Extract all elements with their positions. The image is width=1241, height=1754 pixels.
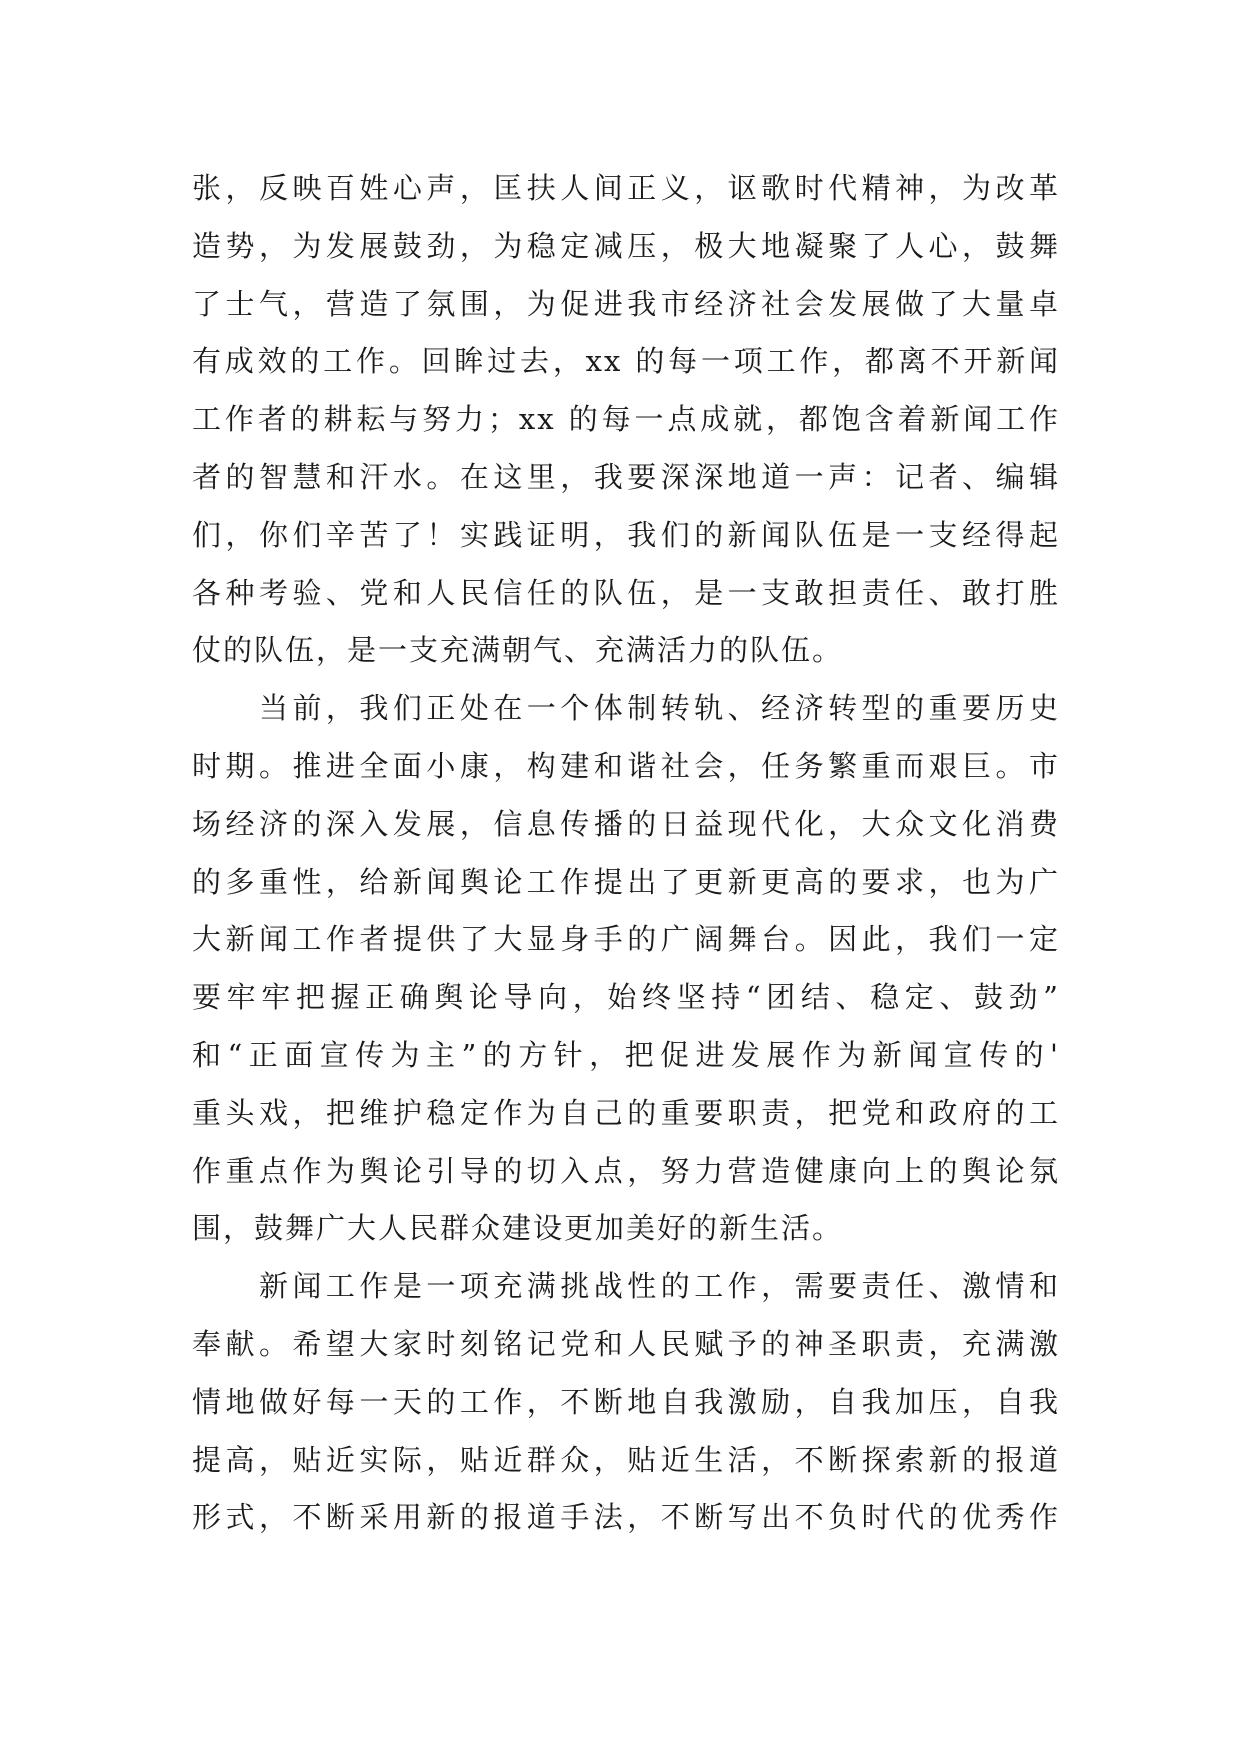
- text-line: 要牢牢把握正确舆论导向，始终坚持“团结、稳定、鼓劲”: [192, 980, 1060, 1015]
- text-line: 张，反映百姓心声，匡扶人间正义，讴歌时代精神，为改革: [192, 171, 1060, 205]
- text-line: 各种考验、党和人民信任的队伍，是一支敢担责任、敢打胜: [192, 575, 1060, 610]
- text-line: 奉献。希望大家时刻铭记党和人民赋予的神圣职责，充满激: [192, 1326, 1060, 1361]
- text-line: 仗的队伍，是一支充满朝气、充满活力的队伍。: [192, 633, 844, 668]
- text-line: 者的智慧和汗水。在这里，我要深深地道一声：记者、编辑: [192, 459, 1060, 494]
- text-line: 围，鼓舞广大人民群众建设更加美好的新生活。: [192, 1211, 844, 1246]
- text-line: 们，你们辛苦了！实践证明，我们的新闻队伍是一支经得起: [192, 517, 1060, 552]
- text-line: 重头戏，把维护稳定作为自己的重要职责，把党和政府的工: [192, 1095, 1060, 1130]
- text-line: 当前，我们正处在一个体制转轨、经济转型的重要历史: [192, 691, 1060, 726]
- text-line: 和“正面宣传为主”的方针，把促进发展作为新闻宣传的': [192, 1037, 1060, 1072]
- text-line: 新闻工作是一项充满挑战性的工作，需要责任、激情和: [192, 1269, 1060, 1304]
- text-line: 有成效的工作。回眸过去，xx 的每一项工作，都离不开新闻: [192, 344, 1060, 379]
- text-line: 场经济的深入发展，信息传播的日益现代化，大众文化消费: [192, 806, 1060, 841]
- text-line: 造势，为发展鼓劲，为稳定减压，极大地凝聚了人心，鼓舞: [192, 228, 1060, 263]
- text-line: 提高，贴近实际，贴近群众，贴近生活，不断探索新的报道: [192, 1442, 1060, 1477]
- text-line: 了士气，营造了氛围，为促进我市经济社会发展做了大量卓: [192, 286, 1060, 321]
- text-line: 情地做好每一天的工作，不断地自我激励，自我加压，自我: [192, 1384, 1060, 1419]
- text-line: 作重点作为舆论引导的切入点，努力营造健康向上的舆论氛: [192, 1153, 1060, 1188]
- text-line: 时期。推进全面小康，构建和谐社会，任务繁重而艰巨。市: [192, 748, 1060, 783]
- text-line: 工作者的耕耘与努力；xx 的每一点成就，都饱含着新闻工作: [192, 402, 1060, 437]
- document-body: [192, 160, 1060, 1547]
- text-line: 大新闻工作者提供了大显身手的广阔舞台。因此，我们一定: [192, 922, 1060, 957]
- text-line: 形式，不断采用新的报道手法，不断写出不负时代的优秀作: [192, 1500, 1060, 1535]
- text-line: 的多重性，给新闻舆论工作提出了更新更高的要求，也为广: [192, 864, 1060, 899]
